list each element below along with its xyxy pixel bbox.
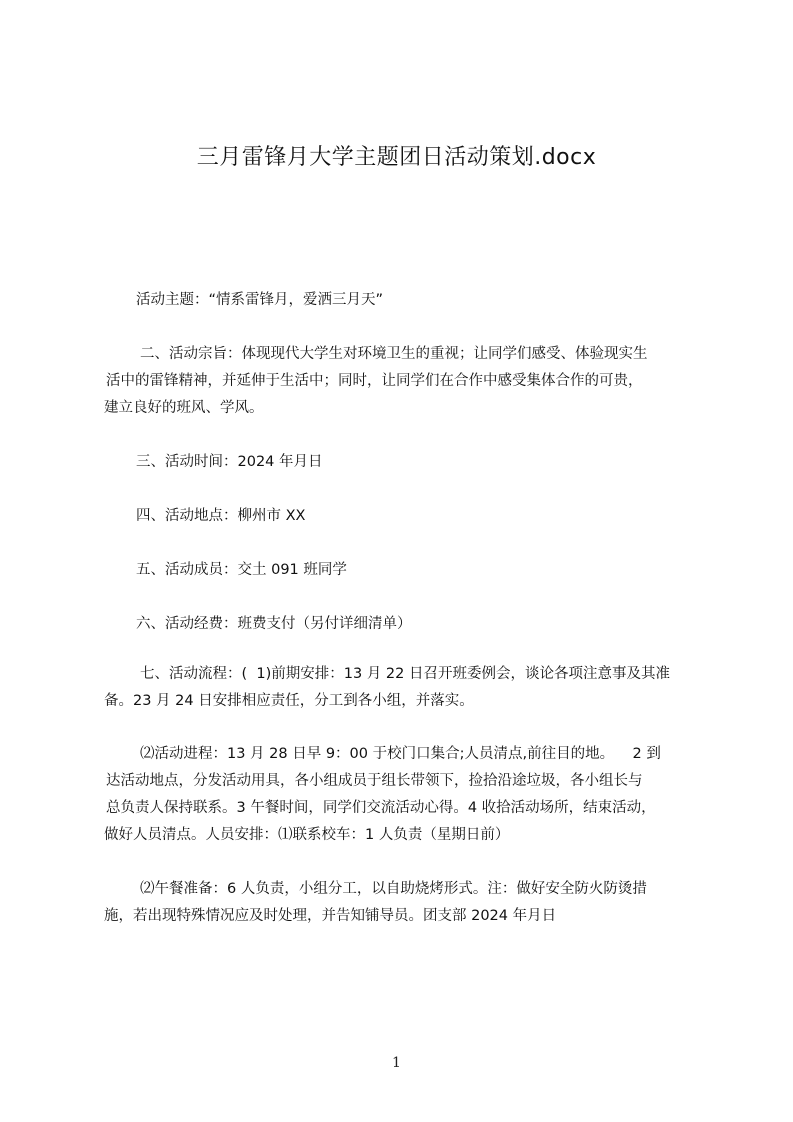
lunch-line-1: ⑵午餐准备：6 人负责，小组分工，以自助烧烤形式。注：做好安全防火防烫措 (140, 881, 647, 897)
progress-line-2: 达活动地点，分发活动用具，各小组成员于组长带领下，捡拾沿途垃圾，各小组长与 (106, 773, 643, 789)
members-text: 五、活动成员：交土 091 班同学 (136, 562, 347, 578)
progress-line-1: ⑵活动进程：13 月 28 日早 9：00 于校门口集合;人员清点,前往目的地。 2 到 (140, 746, 661, 762)
paragraph-purpose (104, 341, 704, 422)
process-line-2: 备。23 月 24 日安排相应责任，分工到各小组，并落实。 (104, 693, 474, 709)
purpose-line-2: 活中的雷锋精神，并延伸于生活中；同时，让同学们在合作中感受集体合作的可贵， (106, 373, 643, 389)
paragraph-time (136, 449, 736, 476)
page-number: 1 (392, 1055, 401, 1071)
document-title: 三月雷锋月大学主题团日活动策划.docx (196, 145, 597, 170)
paragraph-lunch (104, 876, 704, 930)
theme-text: 活动主题：“情系雷锋月，爱洒三月天” (136, 292, 384, 308)
paragraph-progress (104, 741, 704, 849)
purpose-line-3: 建立良好的班风、学风。 (104, 400, 264, 416)
process-line-1: 七、活动流程：( 1)前期安排：13 月 22 日召开班委例会，谈论各项注意事及其准 (140, 666, 670, 682)
paragraph-process (104, 661, 704, 715)
time-text: 三、活动时间：2024 年月日 (136, 454, 323, 470)
paragraph-budget (136, 611, 736, 638)
progress-line-3: 总负责人保持联系。3 午餐时间，同学们交流活动心得。4 收拾活动场所，结束活动， (106, 800, 656, 816)
purpose-line-1: 二、活动宗旨：体现现代大学生对环境卫生的重视；让同学们感受、体验现实生 (140, 346, 648, 362)
lunch-line-2: 施，若出现特殊情况应及时处理，并告知铺导员。团支部 2024 年月日 (104, 908, 557, 924)
paragraph-theme (136, 287, 736, 314)
budget-text: 六、活动经费：班费支付（另付详细清单） (136, 616, 412, 632)
paragraph-location (136, 503, 736, 530)
location-text: 四、活动地点：柳州市 XX (136, 508, 306, 524)
progress-line-4: 做好人员清点。人员安排：⑴联系校车：1 人负责（星期日前） (104, 827, 510, 843)
paragraph-members (136, 557, 736, 584)
